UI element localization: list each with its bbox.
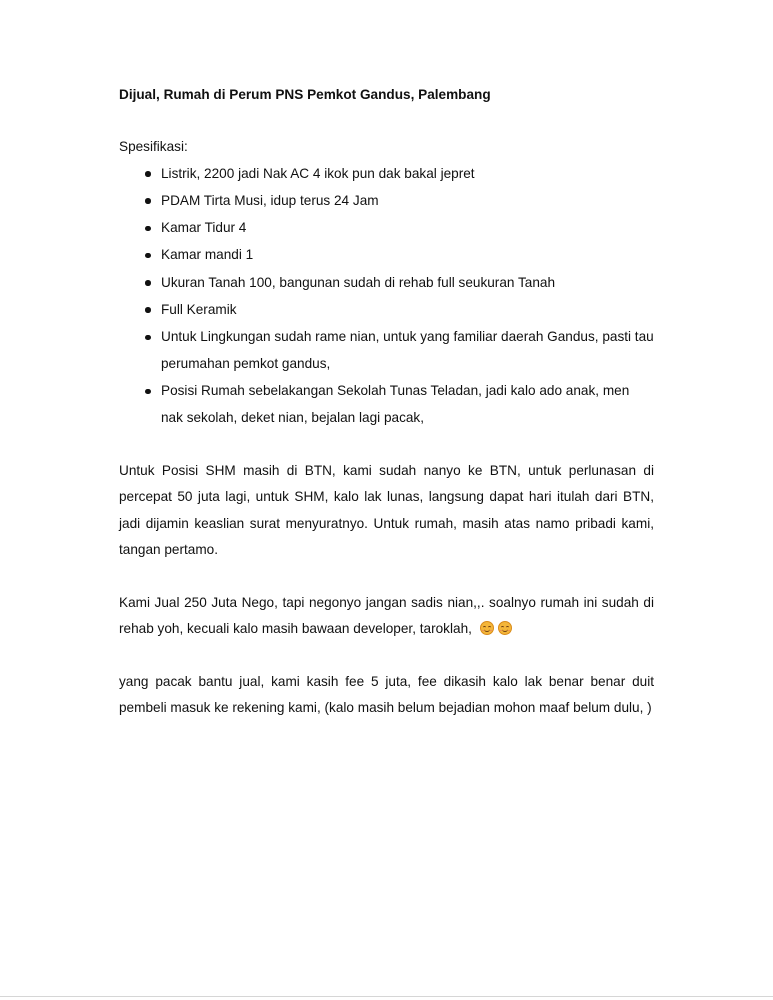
spec-item-bedrooms: Kamar Tidur 4 <box>119 215 654 242</box>
spec-item-flooring: Full Keramik <box>119 297 654 324</box>
smiling-face-icon <box>480 621 494 635</box>
price-text: Kami Jual 250 Juta Nego, tapi negonyo jangan sadis nian,,. soalnyo rumah ini sudah di rehab yoh, kecuali kalo masih bawaan developer, taroklah, <box>119 594 654 637</box>
specifications-list <box>119 161 654 432</box>
smiling-face-icon <box>498 621 512 635</box>
certificate-paragraph: Untuk Posisi SHM masih di BTN, kami sudah nanyo ke BTN, untuk perlunasan di percepat 50 juta lagi, untuk SHM, kalo lak lunas, langsung dapat hari itulah dari BTN, jadi dijamin keaslian surat menyuratnyo. Untuk rumah, masih atas namo pribadi kami, tangan pertamo. <box>119 462 654 558</box>
spec-item-land-size: Ukuran Tanah 100, bangunan sudah di rehab full seukuran Tanah <box>119 270 654 297</box>
referral-fee-paragraph: yang pacak bantu jual, kami kasih fee 5 juta, fee dikasih kalo lak benar benar duit pembeli masuk ke rekening kami, (kalo masih belum bejadian mohon maaf belum dulu, ) <box>119 673 654 716</box>
document-title: Dijual, Rumah di Perum PNS Pemkot Gandus, Palembang <box>119 87 491 102</box>
spec-item-electricity: Listrik, 2200 jadi Nak AC 4 ikok pun dak bakal jepret <box>119 161 654 188</box>
spec-item-bathrooms: Kamar mandi 1 <box>119 242 654 269</box>
spec-item-neighborhood: Untuk Lingkungan sudah rame nian, untuk yang familiar daerah Gandus, pasti tau perumahan pemkot gandus, <box>119 324 654 378</box>
page-bottom-divider <box>0 996 773 997</box>
specifications-heading: Spesifikasi: <box>119 139 188 154</box>
document-body <box>119 82 654 722</box>
price-paragraph <box>119 590 654 643</box>
spec-item-location: Posisi Rumah sebelakangan Sekolah Tunas Teladan, jadi kalo ado anak, men nak sekolah, deket nian, bejalan lagi pacak, <box>119 378 654 432</box>
spec-item-water: PDAM Tirta Musi, idup terus 24 Jam <box>119 188 654 215</box>
